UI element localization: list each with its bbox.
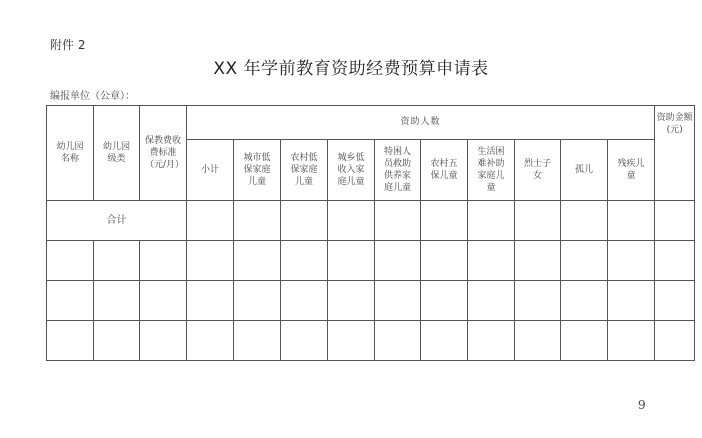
table-cell[interactable] — [515, 281, 561, 321]
table-cell[interactable] — [421, 281, 468, 321]
header-kindergarten-name: 幼儿园名称 — [47, 106, 94, 201]
table-cell[interactable] — [515, 201, 561, 241]
table-cell[interactable] — [608, 321, 655, 361]
table-cell[interactable] — [281, 241, 328, 281]
table-cell[interactable] — [468, 321, 515, 361]
table-cell[interactable] — [328, 241, 375, 281]
subheader-rural-wubao: 农村五保儿童 — [421, 140, 468, 201]
table-cell[interactable] — [328, 201, 375, 241]
subheader-martyr-children: 烈士子女 — [515, 140, 561, 201]
table-cell[interactable] — [561, 321, 608, 361]
total-label: 合计 — [47, 201, 187, 241]
table-cell[interactable] — [375, 321, 421, 361]
subheader-rural-dibao: 农村低保家庭儿童 — [281, 140, 328, 201]
table-cell[interactable] — [187, 241, 234, 281]
table-cell[interactable] — [94, 281, 140, 321]
table-cell[interactable] — [655, 201, 695, 241]
table-cell[interactable] — [281, 201, 328, 241]
table-cell[interactable] — [515, 241, 561, 281]
table-cell[interactable] — [561, 241, 608, 281]
subheader-orphan: 孤儿 — [561, 140, 608, 201]
table-cell[interactable] — [608, 281, 655, 321]
table-cell[interactable] — [187, 321, 234, 361]
table-cell[interactable] — [47, 281, 94, 321]
subheader-special-poverty: 特困人员救助供养家庭儿童 — [375, 140, 421, 201]
table-cell[interactable] — [234, 241, 281, 281]
table-cell[interactable] — [281, 321, 328, 361]
table-cell[interactable] — [94, 321, 140, 361]
table-cell[interactable] — [468, 281, 515, 321]
subheader-low-income: 城乡低收入家庭儿童 — [328, 140, 375, 201]
table-cell[interactable] — [421, 321, 468, 361]
table-cell[interactable] — [468, 201, 515, 241]
table-cell[interactable] — [234, 201, 281, 241]
table-row — [47, 321, 695, 361]
subheader-disabled: 残疾儿童 — [608, 140, 655, 201]
table-cell[interactable] — [421, 241, 468, 281]
page-title: XX 年学前教育资助经费预算申请表 — [213, 59, 489, 79]
table-cell[interactable] — [421, 201, 468, 241]
budget-application-table — [46, 105, 695, 361]
table-cell[interactable] — [47, 241, 94, 281]
table-cell[interactable] — [187, 281, 234, 321]
header-kindergarten-level: 幼儿园级类 — [94, 106, 140, 201]
table-cell[interactable] — [561, 201, 608, 241]
table-cell[interactable] — [561, 281, 608, 321]
page-number: 9 — [638, 398, 646, 412]
subheader-urban-dibao: 城市低保家庭儿童 — [234, 140, 281, 201]
table-cell[interactable] — [94, 241, 140, 281]
table-cell[interactable] — [328, 281, 375, 321]
table-cell[interactable] — [468, 241, 515, 281]
table-cell[interactable] — [375, 201, 421, 241]
header-funding-amount: 资助金额(元) — [655, 106, 695, 201]
table-cell[interactable] — [655, 241, 695, 281]
table-cell[interactable] — [140, 321, 187, 361]
table-cell[interactable] — [47, 321, 94, 361]
table-cell[interactable] — [515, 321, 561, 361]
table-cell[interactable] — [187, 201, 234, 241]
table-cell[interactable] — [281, 281, 328, 321]
table-cell[interactable] — [655, 321, 695, 361]
table-cell[interactable] — [140, 281, 187, 321]
table-cell[interactable] — [655, 281, 695, 321]
table-row — [47, 241, 695, 281]
table-cell[interactable] — [375, 241, 421, 281]
subheader-hardship-subsidy: 生活困难补助家庭儿童 — [468, 140, 515, 201]
attachment-label: 附件 2 — [50, 38, 86, 52]
table-cell[interactable] — [328, 321, 375, 361]
table-cell[interactable] — [608, 201, 655, 241]
header-funded-count: 资助人数 — [187, 106, 655, 140]
table-cell[interactable] — [234, 281, 281, 321]
table-cell[interactable] — [140, 241, 187, 281]
table-cell[interactable] — [608, 241, 655, 281]
subheader-subtotal: 小计 — [187, 140, 234, 201]
table-row — [47, 281, 695, 321]
table-cell[interactable] — [375, 281, 421, 321]
table-row-total — [47, 201, 695, 241]
reporting-unit-label: 编报单位（公章）： — [50, 91, 135, 102]
header-fee-standard: 保教费收费标准（元/月） — [140, 106, 187, 201]
table-cell[interactable] — [234, 321, 281, 361]
